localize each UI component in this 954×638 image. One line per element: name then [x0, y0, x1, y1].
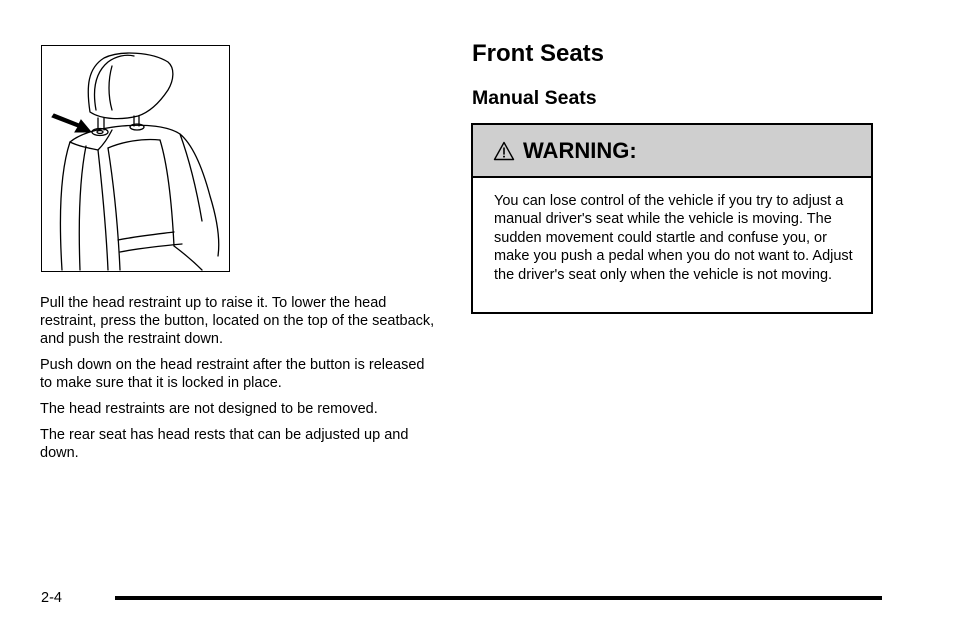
warning-triangle-icon — [493, 141, 515, 161]
warning-box — [471, 123, 873, 314]
seat-head-restraint-illustration — [41, 45, 230, 272]
head-restraint-instructions — [40, 294, 435, 470]
subsection-heading: Manual Seats — [472, 87, 597, 109]
paragraph: The rear seat has head rests that can be adjusted up and down. — [40, 427, 409, 461]
warning-title: WARNING: — [523, 137, 637, 163]
arrow-icon — [52, 114, 91, 132]
paragraph: Push down on the head restraint after the button is released to make sure that it is locked in place. — [40, 357, 425, 391]
footer-rule — [115, 596, 882, 600]
section-heading: Front Seats — [472, 40, 605, 67]
warning-body: You can lose control of the vehicle if you try to adjust a manual driver's seat while the vehicle is moving. The sudden movement could startle and confuse you, or make you push a pedal when you do not want to. Adjust the driver's seat only when the vehicle is not moving. — [494, 193, 853, 283]
paragraph: The head restraints are not designed to be removed. — [40, 401, 378, 417]
warning-header — [473, 125, 871, 178]
seat-illustration-svg — [42, 46, 229, 271]
paragraph: Pull the head restraint up to raise it. To lower the head restraint, press the button, located on the top of the seatback, and push the restraint down. — [40, 295, 435, 347]
page-number: 2-4 — [41, 590, 62, 606]
headrest-outline — [88, 53, 173, 119]
